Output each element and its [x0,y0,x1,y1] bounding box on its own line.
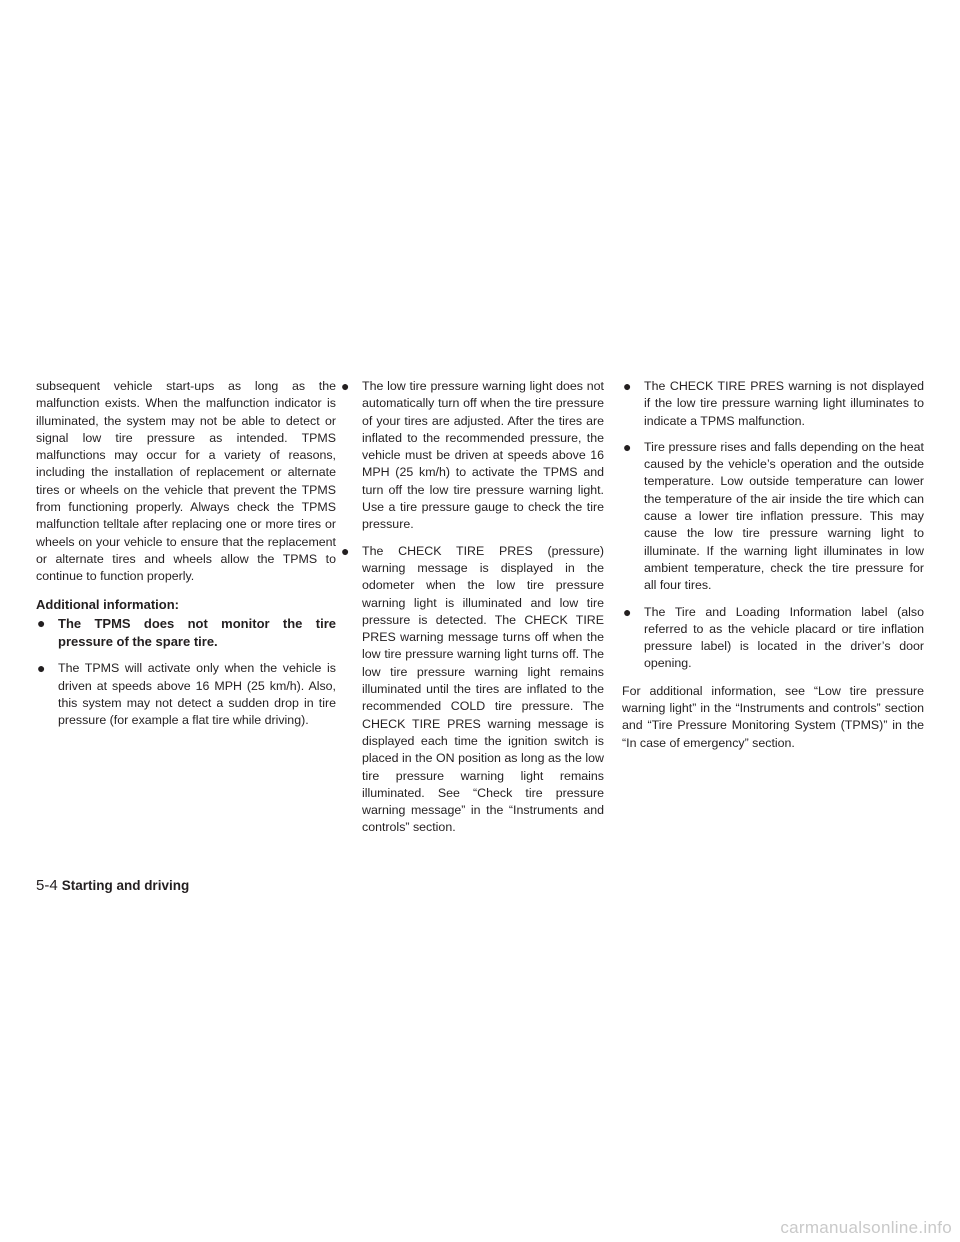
bullet-item [36,660,336,729]
bullet-item [340,378,604,534]
bullet-icon: ● [341,542,350,559]
bullet-text: The Tire and Loading Information label (also referred to as the vehicle placard or tire inflation pressure label) is located in the driver’s door opening. [644,604,924,671]
bullet-text: Tire pressure rises and falls depending on the heat caused by the vehicle’s operation and the outside temperature. Low outside temperature can lower the temperature of the air inside the tire which can cause a lower tire inflation pressure. This may cause the low tire pressure warning light to illuminate. If the warning light illuminates in low ambient temperature, check the tire pressure for all four tires. [644,439,924,593]
bullet-text: The TPMS does not monitor the tire pressure of the spare tire. [58,615,336,650]
bullet-text: The CHECK TIRE PRES warning is not displayed if the low tire pressure warning light illuminates to indicate a TPMS malfunction. [644,379,924,428]
page-footer [36,877,189,894]
text-column-1 [36,378,336,730]
text-column-3 [622,378,924,752]
bullet-item [622,378,924,430]
bullet-item [36,615,336,652]
text-column-2 [340,378,604,837]
bullet-text: The CHECK TIRE PRES (pressure) warning message is displayed in the odometer when the low tire pressure warning light is illuminated and low tire pressure is detected. The CHECK TIRE PRES warning message turns off when the low tire pressure warning light turns off. The low tire pressure warning light remains illuminated until the tires are inflated to the recommended COLD tire pressure. The CHECK TIRE PRES warning message is displayed each time the ignition switch is placed in the ON position as long as the low tire pressure warning light remains illuminated. See “Check tire pressure warning message” in the “Instruments and controls” section. [362,543,604,835]
bullet-text: The low tire pressure warning light does not automatically turn off when the tire pressure of your tires are adjusted. After the tires are inflated to the recommended pressure, the vehicle must be driven at speeds above 16 MPH (25 km/h) to activate the TPMS and turn off the low tire pressure warning light. Use a tire pressure gauge to check the tire pressure. [362,379,604,532]
watermark: carmanualsonline.info [780,1218,952,1237]
bullet-icon: ● [623,378,632,394]
bullet-item [622,439,924,595]
intro-paragraph: subsequent vehicle start-ups as long as the malfunction exists. When the malfunction indicator is illuminated, the system may not be able to detect or signal low tire pressure as intended. TPMS malfunctions may occur for a variety of reasons, including the installation of replacement or alternate tires or wheels on the vehicle that prevent the TPMS from functioning properly. Always check the TPMS malfunction telltale after replacing one or more tires or wheels on your vehicle to ensure that the replacement or alternate tires and wheels allow the TPMS to continue to function properly. [36,379,336,584]
bullet-icon: ● [623,603,632,620]
bullet-icon: ● [623,438,632,455]
bullet-icon: ● [37,660,46,677]
section-heading: Additional information: [36,596,179,612]
closing-paragraph: For additional information, see “Low tire pressure warning light” in the “Instruments and controls” section and “Tire Pressure Monitoring System (TPMS)” in the “In case of emergency” section. [622,683,924,750]
bullet-icon: ● [37,614,46,631]
section-title: Starting and driving [61,878,190,893]
page-number: 5-4 [36,877,58,894]
bullet-icon: ● [341,378,350,394]
bullet-item [340,543,604,837]
bullet-item [622,604,924,673]
bullet-text: The TPMS will activate only when the vehicle is driven at speeds above 16 MPH (25 km/h). Also, this system may not detect a sudden drop in tire pressure (for example a flat tire while driving). [58,661,336,728]
